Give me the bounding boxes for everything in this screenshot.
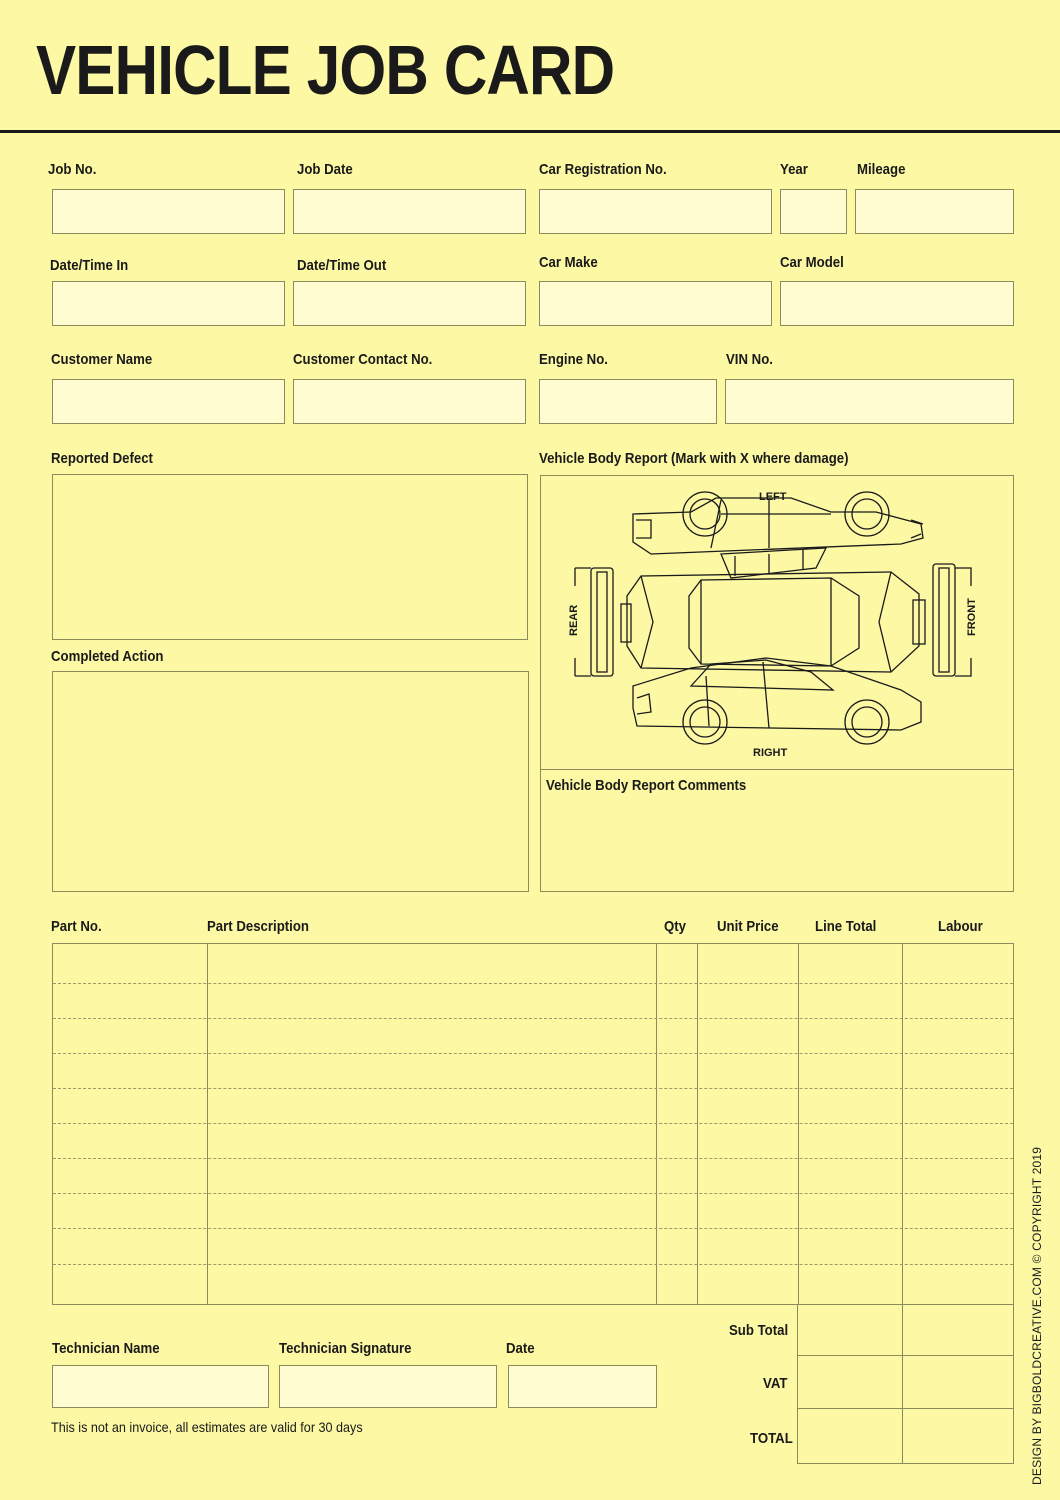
technician-name-label: Technician Name: [52, 1340, 160, 1357]
total-label: TOTAL: [750, 1430, 793, 1447]
table-row: [53, 983, 1013, 984]
diagram-rear-label: REAR: [568, 604, 580, 636]
job-date-field[interactable]: [293, 189, 526, 234]
disclaimer-text: This is not an invoice, all estimates are valid for 30 days: [51, 1419, 363, 1435]
completed-action-area[interactable]: [52, 671, 529, 892]
engine-no-field[interactable]: [539, 379, 717, 424]
job-no-field[interactable]: [52, 189, 285, 234]
vin-no-field[interactable]: [725, 379, 1014, 424]
technician-signature-field[interactable]: [279, 1365, 497, 1408]
table-row: [53, 1018, 1013, 1019]
table-row: [53, 1193, 1013, 1194]
date-time-out-field[interactable]: [293, 281, 526, 326]
body-report-divider: [540, 769, 1014, 770]
car-registration-field[interactable]: [539, 189, 772, 234]
engine-no-label: Engine No.: [539, 351, 608, 368]
part-description-header: Part Description: [207, 918, 309, 935]
table-row: [53, 1158, 1013, 1159]
line-total-header: Line Total: [815, 918, 877, 935]
diagram-front-label: FRONT: [966, 598, 978, 636]
part-no-header: Part No.: [51, 918, 102, 935]
table-row: [53, 1123, 1013, 1124]
diagram-right-label: RIGHT: [753, 747, 788, 759]
unit-price-header: Unit Price: [717, 918, 779, 935]
labour-header: Labour: [938, 918, 983, 935]
reported-defect-area[interactable]: [52, 474, 528, 640]
mileage-label: Mileage: [857, 161, 906, 178]
body-comments-area[interactable]: [541, 800, 1013, 891]
totals-box[interactable]: [797, 1304, 1014, 1464]
car-model-label: Car Model: [780, 254, 844, 271]
copyright-text: DESIGN BY BIGBOLDCREATIVE.COM © COPYRIGHT 2019: [1030, 1146, 1044, 1485]
car-make-label: Car Make: [539, 254, 598, 271]
car-make-field[interactable]: [539, 281, 772, 326]
table-row: [53, 1053, 1013, 1054]
vin-no-label: VIN No.: [726, 351, 773, 368]
job-no-label: Job No.: [48, 161, 97, 178]
body-comments-label: Vehicle Body Report Comments: [546, 777, 747, 794]
customer-contact-field[interactable]: [293, 379, 526, 424]
table-row: [53, 1264, 1013, 1265]
parts-table[interactable]: [52, 943, 1014, 1305]
date-time-in-label: Date/Time In: [50, 257, 129, 274]
mileage-field[interactable]: [855, 189, 1014, 234]
date-field[interactable]: [508, 1365, 657, 1408]
technician-name-field[interactable]: [52, 1365, 269, 1408]
completed-action-label: Completed Action: [51, 648, 164, 665]
customer-name-label: Customer Name: [51, 351, 153, 368]
date-label: Date: [506, 1340, 535, 1357]
sub-total-label: Sub Total: [729, 1322, 789, 1339]
year-field[interactable]: [780, 189, 847, 234]
car-right-view: [633, 658, 921, 744]
car-model-field[interactable]: [780, 281, 1014, 326]
vehicle-diagram[interactable]: [541, 476, 1013, 768]
table-row: [53, 1088, 1013, 1089]
car-registration-label: Car Registration No.: [539, 161, 667, 178]
page-title: VEHICLE JOB CARD: [36, 31, 615, 109]
car-left-view: [633, 492, 923, 578]
diagram-left-label: LEFT: [759, 491, 787, 503]
customer-contact-label: Customer Contact No.: [293, 351, 433, 368]
date-time-out-label: Date/Time Out: [297, 257, 387, 274]
table-row: [53, 1228, 1013, 1229]
body-report-label: Vehicle Body Report (Mark with X where damage): [539, 450, 849, 467]
date-time-in-field[interactable]: [52, 281, 285, 326]
customer-name-field[interactable]: [52, 379, 285, 424]
title-divider: [0, 130, 1060, 133]
reported-defect-label: Reported Defect: [51, 450, 153, 467]
technician-signature-label: Technician Signature: [279, 1340, 412, 1357]
year-label: Year: [780, 161, 808, 178]
vat-label: VAT: [763, 1375, 788, 1392]
job-date-label: Job Date: [297, 161, 353, 178]
qty-header: Qty: [664, 918, 687, 935]
